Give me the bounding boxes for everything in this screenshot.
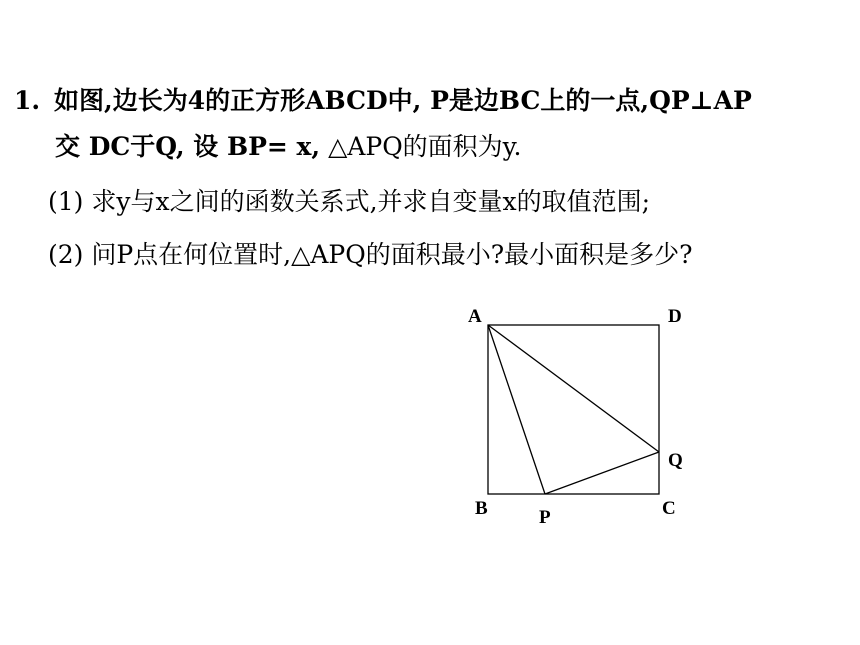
label-p: P: [539, 507, 551, 528]
problem-statement-1: 如图,边长为4的正方形ABCD中, P是边BC上的一点,QP⊥AP: [54, 86, 752, 115]
problem-statement-2c: △APQ的面积为y.: [320, 132, 522, 161]
label-a: A: [468, 306, 482, 327]
segment-aq: [488, 325, 659, 452]
problem-statement-2a: 交 DC于Q, 设: [55, 132, 227, 161]
square-abcd: [488, 325, 659, 494]
problem-statement-2b: BP= x,: [226, 132, 321, 161]
problem-number: 1.: [14, 86, 41, 115]
label-d: D: [668, 306, 682, 327]
question-1: (1) 求y与x之间的函数关系式,并求自变量x的取值范围;: [48, 187, 651, 216]
label-c: C: [662, 498, 676, 519]
question-2: (2) 问P点在何位置时,△APQ的面积最小?最小面积是多少?: [48, 240, 693, 269]
segment-pq: [545, 452, 659, 494]
segment-ap: [488, 325, 545, 494]
label-q: Q: [668, 450, 683, 471]
label-b: B: [475, 498, 488, 519]
